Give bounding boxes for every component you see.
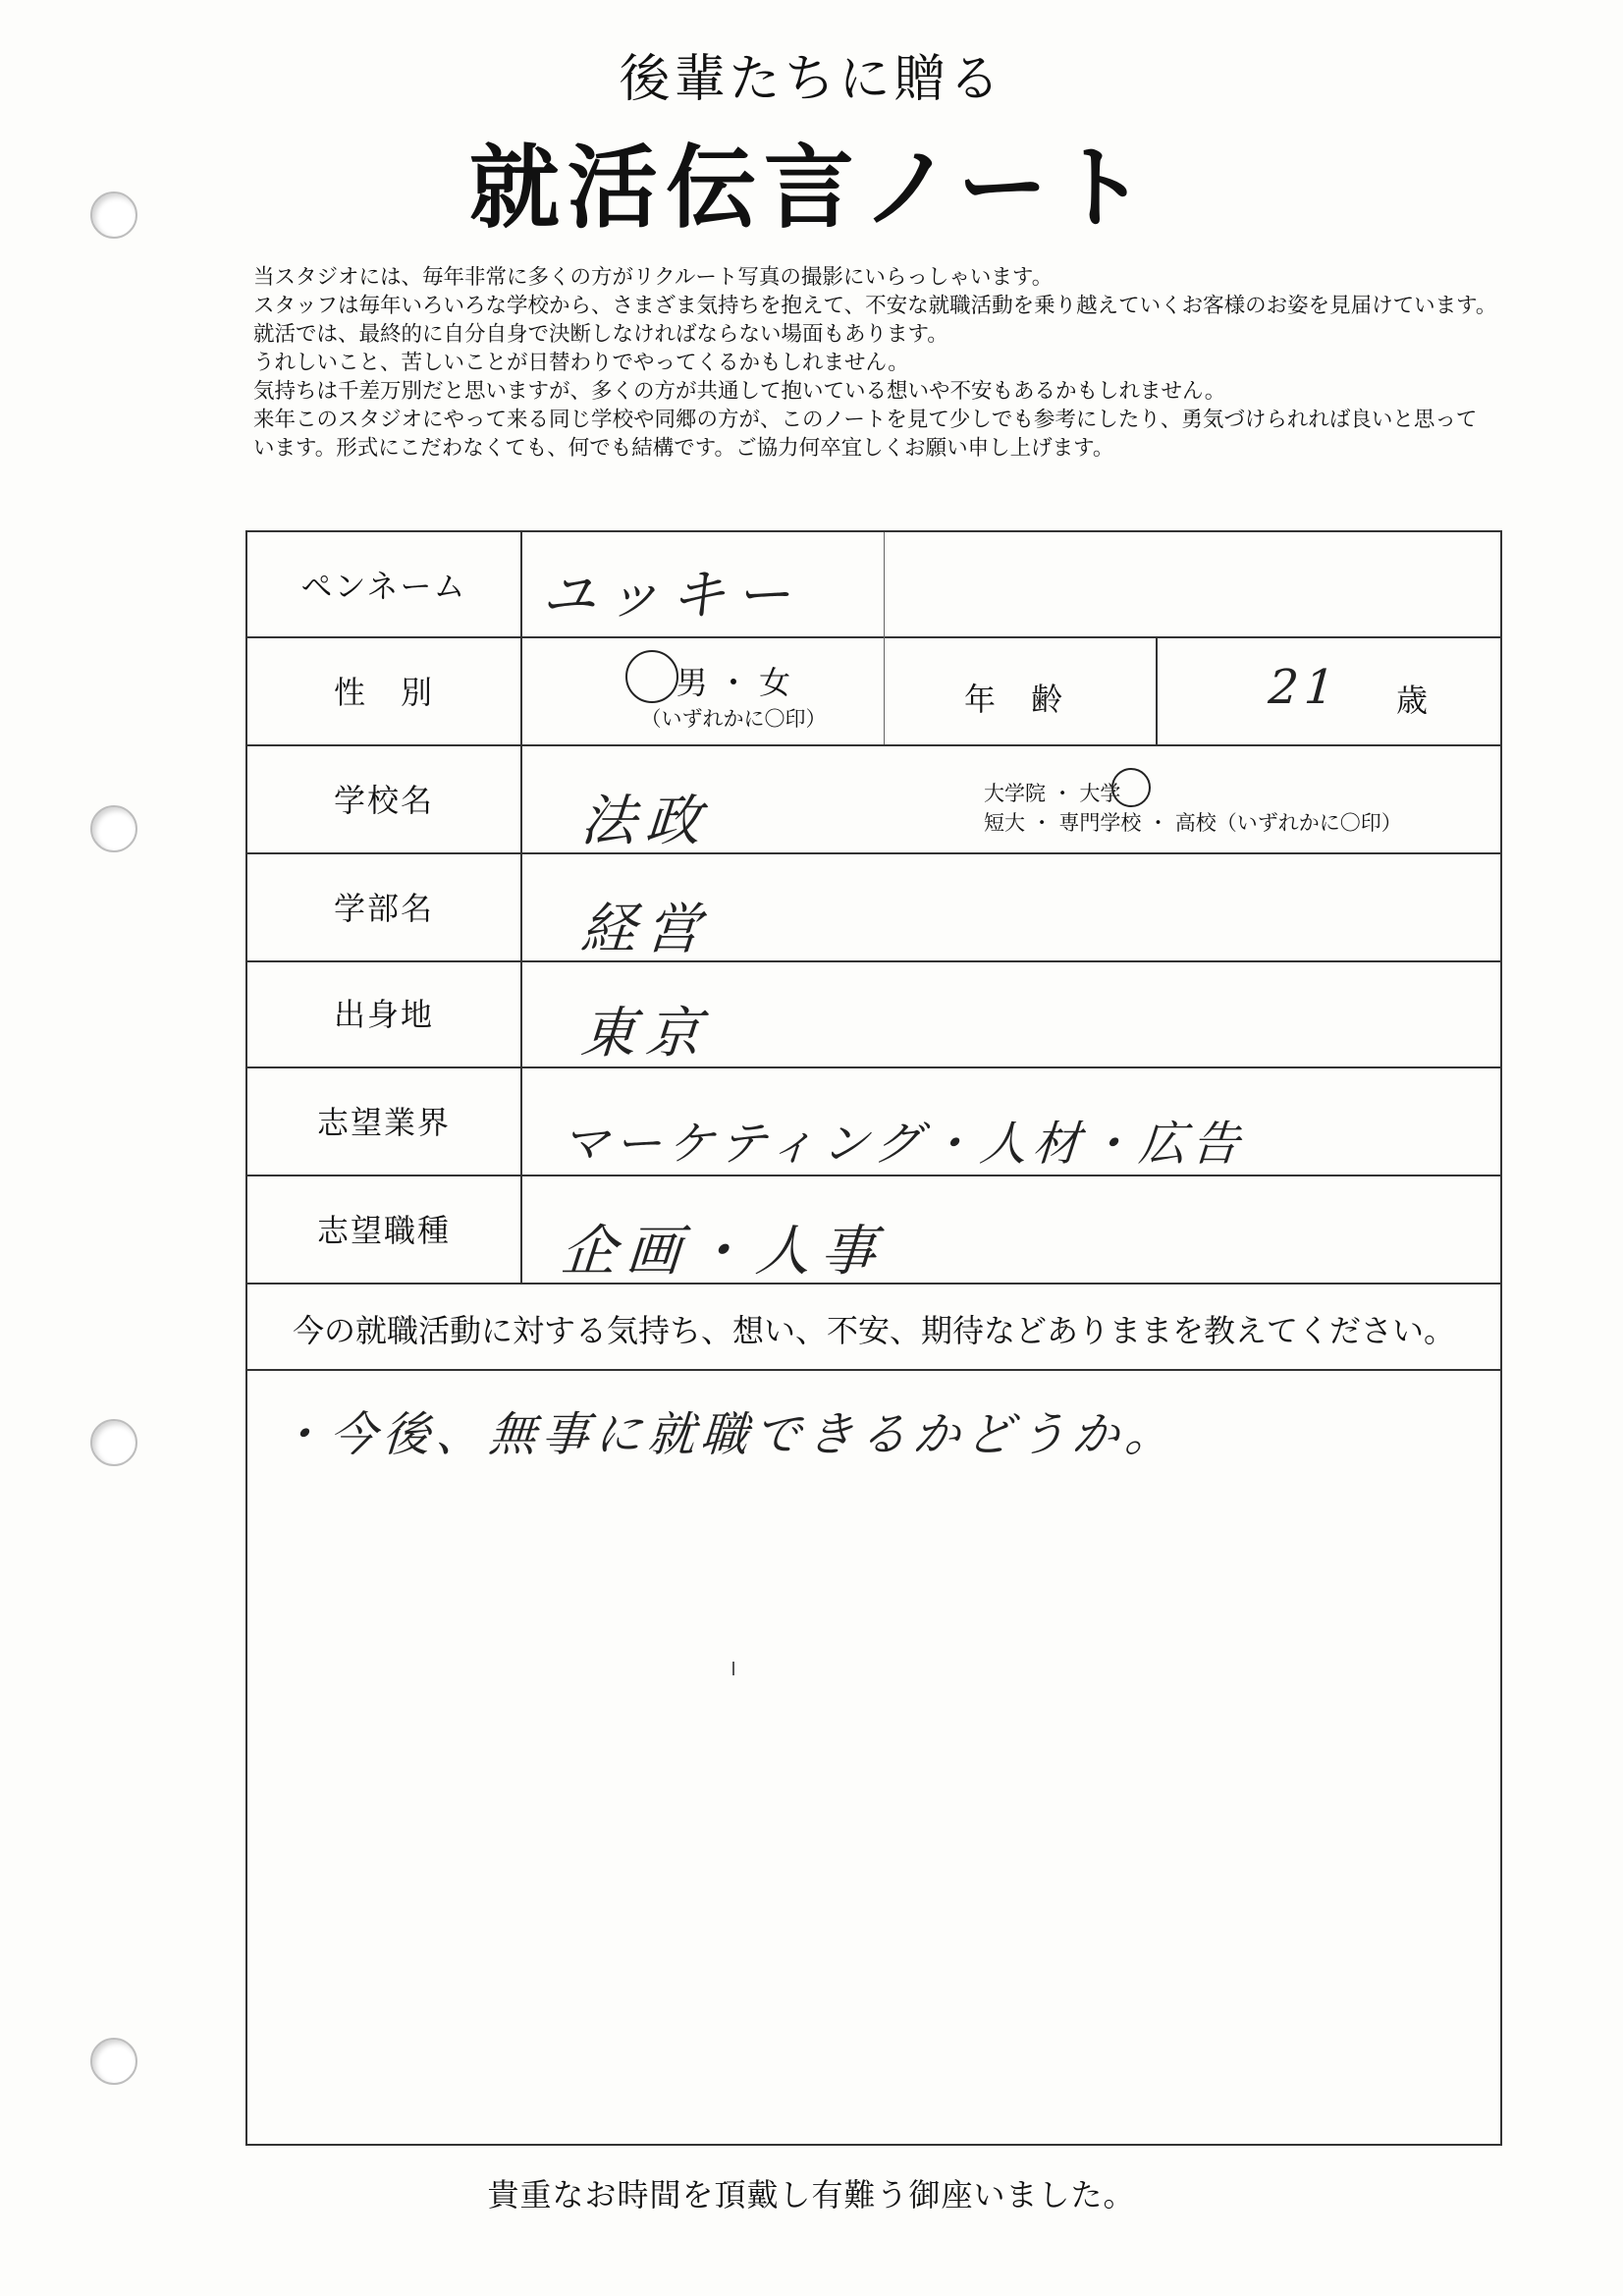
footer-thanks: 貴重なお時間を頂戴し有難う御座いました。	[487, 2176, 1136, 2214]
age-label: 年 齢	[964, 681, 1065, 718]
gender-separator: ・	[717, 664, 749, 701]
intro-line: 来年このスタジオにやって来る同じ学校や同郷の方が、このノートを見て少しでも参考にしたり、勇気づけられれば良いと思って	[253, 408, 1478, 432]
job-field[interactable]: 企画・人事	[559, 1220, 888, 1284]
faculty-label: 学部名	[333, 890, 434, 927]
hometown-field[interactable]: 東京	[578, 1002, 713, 1066]
school-type-line1: 大学院 ・ 大学	[984, 782, 1121, 805]
school-label: 学校名	[333, 782, 434, 819]
pen-mark	[732, 1662, 734, 1675]
intro-line: スタッフは毎年いろいろな学校から、さまざま気持ちを抱えて、不安な就職活動を乗り越えていくお客様のお姿を見届けています。	[253, 294, 1497, 318]
penname-field[interactable]: ユッキー	[539, 564, 802, 628]
school-type-line2: 短大 ・ 専門学校 ・ 高校（いずれかに〇印）	[984, 811, 1402, 835]
gender-note: （いずれかに〇印）	[640, 707, 827, 731]
gender-female-option[interactable]: 女	[759, 664, 791, 701]
question-prompt: 今の就職活動に対する気持ち、想い、不安、期待などありままを教えてください。	[292, 1312, 1455, 1349]
intro-line: 当スタジオには、毎年非常に多くの方がリクルート写真の撮影にいらっしゃいます。	[253, 265, 1054, 290]
page-title: 就活伝言ノート	[468, 136, 1155, 241]
intro-line: います。形式にこだわなくても、何でも結構です。ご協力何卒宜しくお願い申し上げます。	[253, 436, 1114, 461]
industry-field[interactable]: マーケティング・人材・広告	[559, 1117, 1247, 1172]
age-unit: 歳	[1396, 682, 1429, 719]
job-label: 志望職種	[316, 1212, 451, 1249]
page-subtitle: 後輩たちに贈る	[619, 50, 1004, 109]
school-field[interactable]: 法政	[578, 790, 713, 853]
intro-line: 気持ちは千差万別だと思いますが、多くの方が共通して抱いている想いや不安もあるかもしれません。	[253, 379, 1226, 404]
binder-hole	[90, 805, 137, 852]
penname-label: ペンネーム	[300, 568, 467, 605]
hometown-label: 出身地	[333, 996, 434, 1033]
gender-selected-circle	[625, 650, 678, 703]
gender-male-option[interactable]: 男	[676, 664, 708, 701]
intro-text	[253, 263, 1589, 463]
binder-hole	[90, 2038, 137, 2085]
survey-form	[245, 530, 1502, 2146]
industry-label: 志望業界	[316, 1104, 451, 1141]
answer-field[interactable]: ・今後、無事に就職できるかどうか。	[274, 1407, 1180, 1462]
binder-hole	[90, 1419, 137, 1466]
age-field[interactable]: 21	[1267, 660, 1343, 715]
faculty-field[interactable]: 経営	[578, 898, 713, 961]
school-selected-circle	[1111, 768, 1151, 807]
gender-label: 性 別	[333, 674, 434, 711]
intro-line: うれしいこと、苦しいことが日替わりでやってくるかもしれません。	[253, 351, 909, 375]
intro-line: 就活では、最終的に自分自身で決断しなければならない場面もあります。	[253, 322, 948, 347]
